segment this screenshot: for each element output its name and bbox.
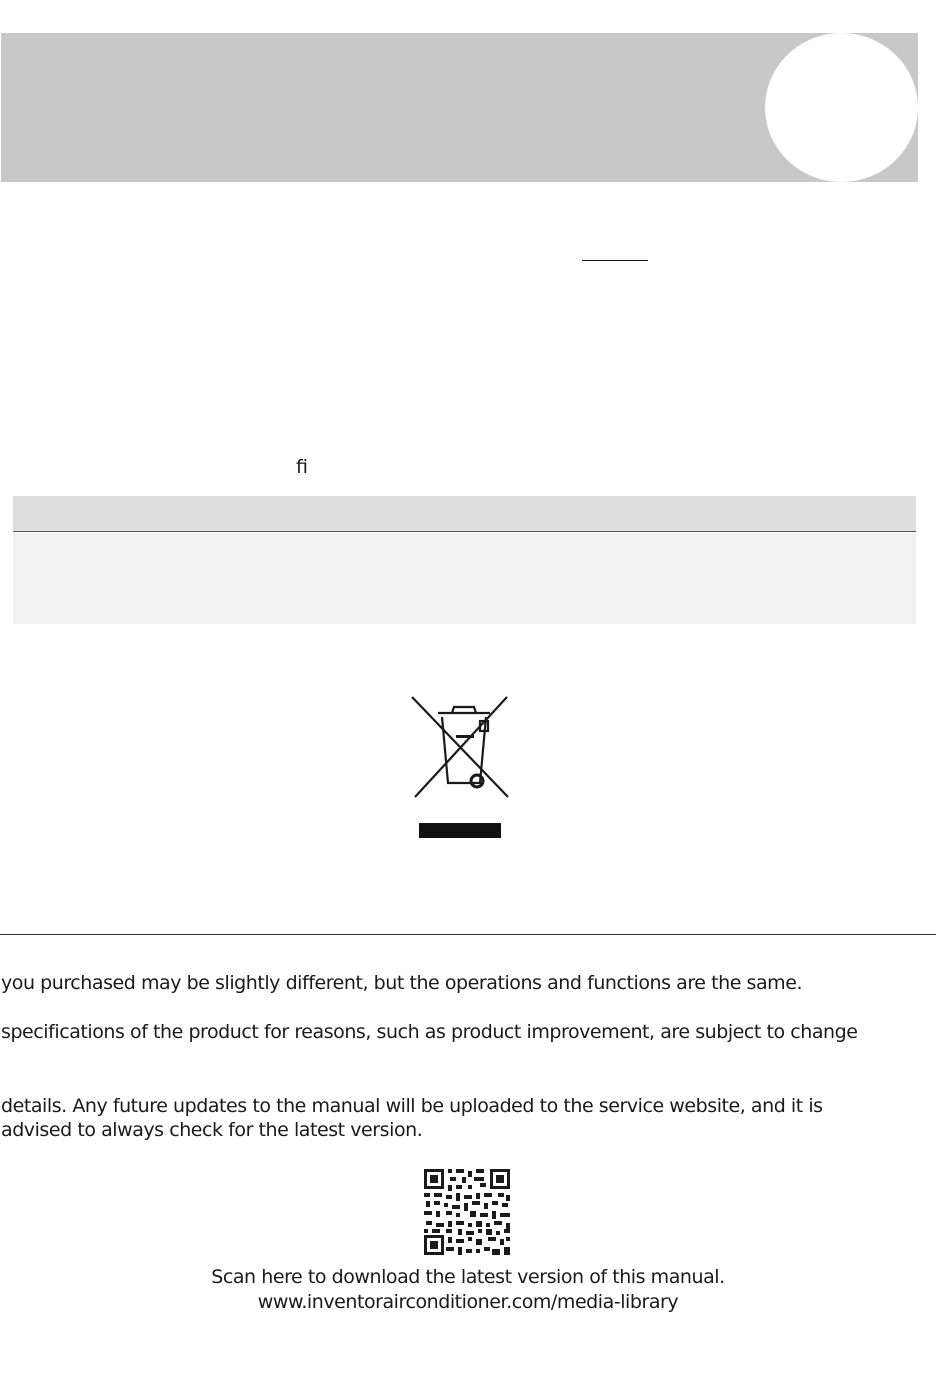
note-box-body — [13, 533, 916, 624]
body-text-line-2: specifications of the product for reasons, such as product improvement, are subject to change — [1, 1021, 858, 1043]
section-divider — [0, 934, 936, 935]
qr-caption: Scan here to download the latest version of this manual. — [211, 1266, 725, 1288]
body-text-line-1: you purchased may be slightly different, but the operations and functions are the same. — [1, 972, 803, 994]
fi-ligature-text: ﬁ — [296, 456, 308, 478]
crossed-out-wheelie-bin-icon — [408, 693, 512, 843]
media-library-url[interactable]: www.inventorairconditioner.com/media-library — [257, 1291, 679, 1313]
body-text-line-4: advised to always check for the latest version. — [1, 1119, 423, 1141]
short-underline — [582, 260, 648, 261]
body-text-line-3: details. Any future updates to the manual will be uploaded to the service website, and it is — [1, 1095, 823, 1117]
note-box-header — [13, 496, 916, 532]
qr-code-icon[interactable] — [422, 1167, 512, 1257]
header-circle — [765, 33, 918, 182]
